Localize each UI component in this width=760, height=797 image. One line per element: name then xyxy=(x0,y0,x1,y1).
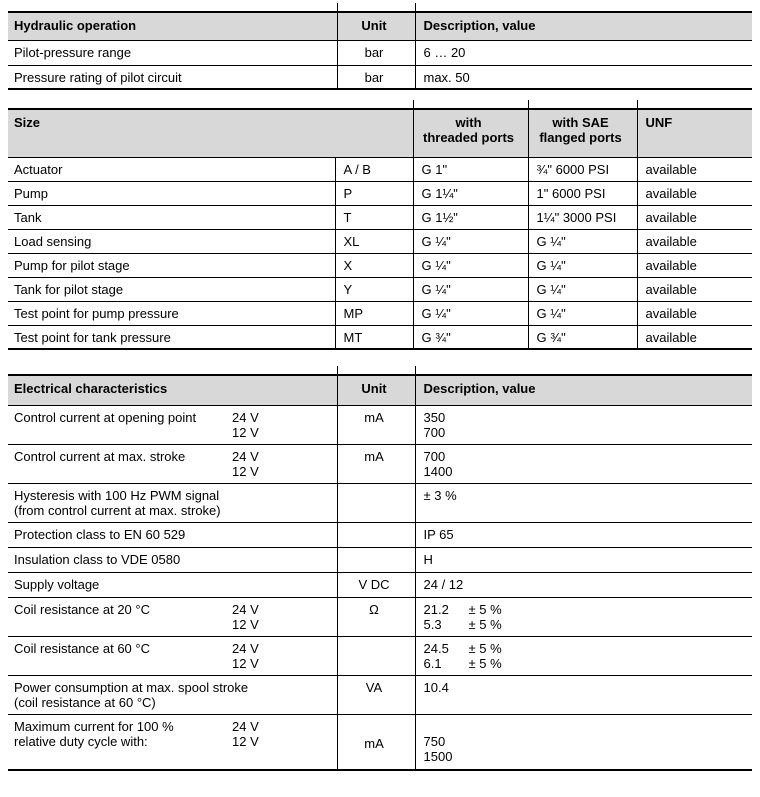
cell-threaded-ports: G 1½" xyxy=(413,205,528,229)
cell-unit: Ω xyxy=(337,597,415,636)
cell-description-value xyxy=(415,636,752,675)
cell-description-value: max. 50 xyxy=(415,65,752,89)
cell-main-text: Coil resistance at 60 °C xyxy=(14,640,150,656)
header-cell-unit: Unit xyxy=(337,375,415,405)
cell-main-text: relative duty cycle with: xyxy=(14,733,148,749)
table-row xyxy=(8,483,752,522)
cell-port-code: X xyxy=(335,253,413,277)
cell-port-function: Test point for pump pressure xyxy=(8,301,335,325)
table-row xyxy=(8,675,752,714)
electrical-characteristics-table xyxy=(8,366,752,771)
port-size-grid xyxy=(8,108,752,350)
cell-sae-flanged-ports: G ¾" xyxy=(528,325,637,349)
header-cell-unf: UNF xyxy=(637,109,752,157)
cell-port-code: A / B xyxy=(335,157,413,181)
header-cell-description-value: Description, value xyxy=(415,375,752,405)
column-divider-stub xyxy=(528,100,529,110)
cell-side-text: 24 V xyxy=(232,448,259,464)
cell-sae-flanged-ports: G ¼" xyxy=(528,277,637,301)
table-header-row xyxy=(8,12,752,40)
cell-side-text: ± 5 % xyxy=(468,640,502,656)
cell-threaded-ports: G ¼" xyxy=(413,229,528,253)
cell-port-function: Load sensing xyxy=(8,229,335,253)
cell-side-text: 12 V xyxy=(232,733,259,749)
cell-parameter: Power consumption at max. spool stroke (coil resistance at 60 °C) xyxy=(8,675,337,714)
header-cell-threaded-ports: with threaded ports xyxy=(413,109,528,157)
table-row xyxy=(8,157,752,181)
column-divider-stub xyxy=(337,366,338,376)
cell-port-code: P xyxy=(335,181,413,205)
table-row xyxy=(8,714,752,770)
cell-unf: available xyxy=(637,205,752,229)
table-row xyxy=(8,205,752,229)
column-divider-stub xyxy=(415,3,416,13)
cell-parameter xyxy=(8,714,337,770)
cell-side-text: 24 V xyxy=(232,601,259,617)
cell-side-text: ± 5 % xyxy=(468,616,502,632)
cell-parameter: Supply voltage xyxy=(8,572,337,597)
cell-unit xyxy=(337,522,415,547)
cell-unit: mA xyxy=(337,714,415,770)
cell-description-value: 350 700 xyxy=(423,409,446,440)
port-size-table xyxy=(8,100,752,350)
cell-sae-flanged-ports: ¾" 6000 PSI xyxy=(528,157,637,181)
cell-parameter: Pilot-pressure range xyxy=(14,44,132,60)
column-divider-stub xyxy=(415,366,416,376)
table-row xyxy=(8,444,752,483)
cell-port-code: MT xyxy=(335,325,413,349)
table-row xyxy=(8,229,752,253)
cell-port-function: Tank xyxy=(8,205,335,229)
cell-side-text: 12 V xyxy=(232,424,259,440)
cell-unf: available xyxy=(637,325,752,349)
cell-description-value: IP 65 xyxy=(415,522,752,547)
table-row xyxy=(8,636,752,675)
cell-unit: bar xyxy=(337,40,415,65)
hydraulic-operation-table xyxy=(8,3,752,90)
table-row xyxy=(8,40,752,65)
cell-unf: available xyxy=(637,277,752,301)
cell-port-function: Pump xyxy=(8,181,335,205)
cell-port-code: T xyxy=(335,205,413,229)
header-cell-port-function: Size xyxy=(8,109,413,157)
cell-parameter xyxy=(8,636,337,675)
cell-unf: available xyxy=(637,301,752,325)
cell-port-function: Pump for pilot stage xyxy=(8,253,335,277)
table-row xyxy=(8,181,752,205)
cell-main-text: Control current at max. stroke xyxy=(14,448,186,464)
cell-main-text: Coil resistance at 20 °C xyxy=(14,601,150,617)
cell-port-code: Y xyxy=(335,277,413,301)
table-row xyxy=(8,277,752,301)
electrical-characteristics-grid xyxy=(8,374,752,771)
cell-port-function: Tank for pilot stage xyxy=(8,277,335,301)
cell-description-value: 6 … 20 xyxy=(423,44,466,60)
cell-side-text: 24 V xyxy=(232,640,259,656)
cell-unit xyxy=(337,636,415,675)
cell-side-text: 24 V xyxy=(232,409,259,425)
cell-parameter: Insulation class to VDE 0580 xyxy=(8,547,337,572)
cell-description-value: ± 3 % xyxy=(415,483,752,522)
header-cell-description-value: Description, value xyxy=(415,12,752,40)
cell-sae-flanged-ports: 1¼" 3000 PSI xyxy=(528,205,637,229)
cell-unit xyxy=(337,547,415,572)
cell-sae-flanged-ports: G ¼" xyxy=(528,229,637,253)
hydraulic-operation-grid xyxy=(8,11,752,90)
cell-sae-flanged-ports: G ¼" xyxy=(528,253,637,277)
cell-port-function: Test point for tank pressure xyxy=(8,325,335,349)
cell-side-text: ± 5 % xyxy=(468,601,502,617)
cell-sae-flanged-ports: G ¼" xyxy=(528,301,637,325)
cell-sae-flanged-ports: 1" 6000 PSI xyxy=(528,181,637,205)
cell-parameter: Hysteresis with 100 Hz PWM signal (from control current at max. stroke) xyxy=(8,483,337,522)
cell-unit: V DC xyxy=(337,572,415,597)
table-row xyxy=(8,522,752,547)
cell-unit: bar xyxy=(337,65,415,89)
table-row xyxy=(8,572,752,597)
cell-unit: mA xyxy=(337,405,415,444)
header-cell-parameter: Hydraulic operation xyxy=(8,12,337,40)
table-row xyxy=(8,597,752,636)
cell-threaded-ports: G ¼" xyxy=(413,301,528,325)
cell-port-code: MP xyxy=(335,301,413,325)
cell-description-value xyxy=(415,597,752,636)
table-row xyxy=(8,325,752,349)
header-cell-unit: Unit xyxy=(337,12,415,40)
cell-unf: available xyxy=(637,229,752,253)
cell-threaded-ports: G ¼" xyxy=(413,277,528,301)
header-cell-parameter: Electrical characteristics xyxy=(8,375,337,405)
cell-main-text: 21.2 xyxy=(423,601,449,617)
column-divider-stub xyxy=(413,100,414,110)
table-header-row xyxy=(8,375,752,405)
table-row xyxy=(8,405,752,444)
cell-parameter xyxy=(8,405,337,444)
header-cell-sae-flanged-ports: with SAE flanged ports xyxy=(528,109,637,157)
table-row xyxy=(8,253,752,277)
column-divider-stub xyxy=(637,100,638,110)
cell-side-text: 12 V xyxy=(232,655,259,671)
column-divider-stub xyxy=(337,3,338,13)
cell-description-value: 750 1500 xyxy=(415,714,752,770)
cell-main-text: Maximum current for 100 % xyxy=(14,718,174,734)
cell-main-text: 24.5 xyxy=(423,640,449,656)
cell-unf: available xyxy=(637,181,752,205)
cell-unf: available xyxy=(637,253,752,277)
cell-side-text: 12 V xyxy=(232,616,259,632)
cell-description-value: H xyxy=(415,547,752,572)
cell-parameter xyxy=(8,444,337,483)
cell-unf: available xyxy=(637,157,752,181)
cell-threaded-ports: G 1¼" xyxy=(413,181,528,205)
table-row xyxy=(8,301,752,325)
cell-main-text: Control current at opening point xyxy=(14,409,197,425)
cell-side-text: 12 V xyxy=(232,463,259,479)
cell-port-function: Actuator xyxy=(14,161,63,177)
cell-parameter xyxy=(8,597,337,636)
cell-main-text: 5.3 xyxy=(423,616,442,632)
cell-unit: mA xyxy=(337,444,415,483)
table-row xyxy=(8,65,752,89)
table-header-row xyxy=(8,109,752,157)
cell-side-text: ± 5 % xyxy=(468,655,502,671)
cell-threaded-ports: G ¾" xyxy=(413,325,528,349)
cell-description-value: 10.4 xyxy=(415,675,752,714)
cell-parameter: Protection class to EN 60 529 xyxy=(8,522,337,547)
cell-port-code: XL xyxy=(335,229,413,253)
cell-unit xyxy=(337,483,415,522)
cell-unit: VA xyxy=(337,675,415,714)
cell-threaded-ports: G 1" xyxy=(413,157,528,181)
cell-threaded-ports: G ¼" xyxy=(413,253,528,277)
cell-description-value: 24 / 12 xyxy=(415,572,752,597)
cell-side-text: 24 V xyxy=(232,718,259,734)
cell-parameter: Pressure rating of pilot circuit xyxy=(8,65,337,89)
table-row xyxy=(8,547,752,572)
cell-main-text: 6.1 xyxy=(423,655,442,671)
cell-description-value: 700 1400 xyxy=(415,444,752,483)
